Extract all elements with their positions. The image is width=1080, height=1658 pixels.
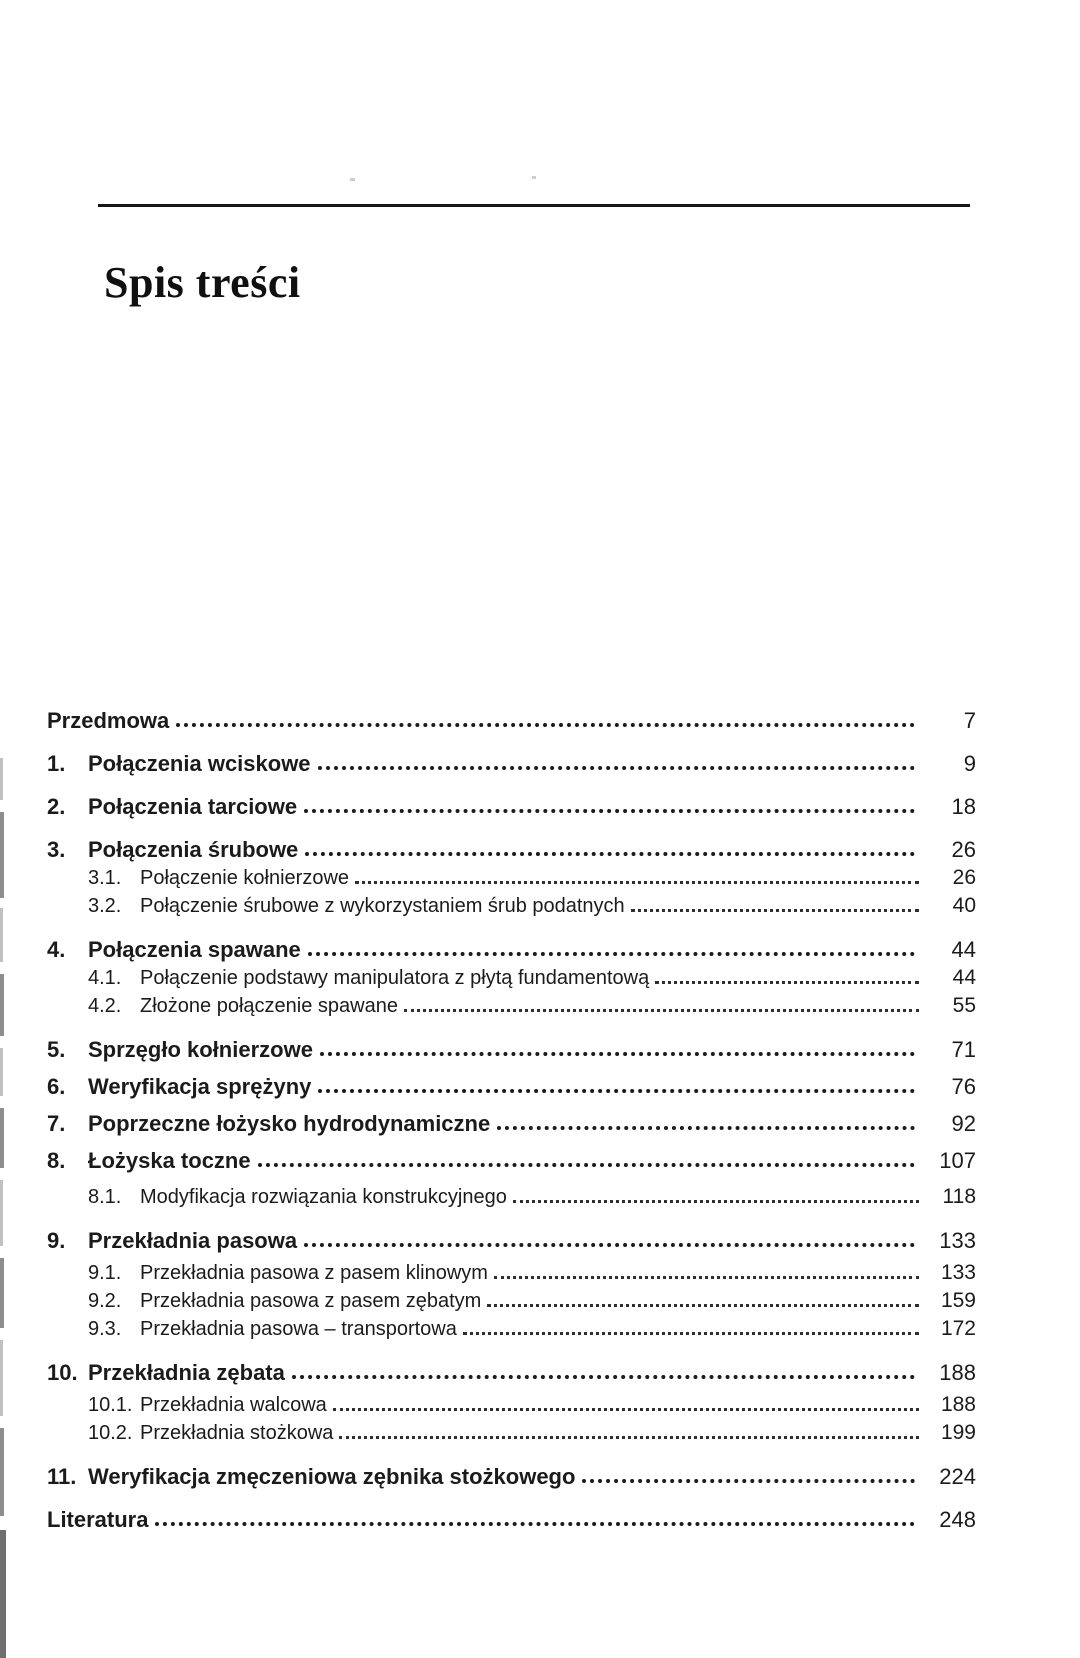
toc-entry-number: 5.	[47, 1036, 66, 1062]
toc-entry-number: 7.	[47, 1110, 66, 1136]
header-rule	[98, 204, 970, 207]
toc-entry	[47, 1225, 976, 1252]
toc-entry-page: 107	[939, 1147, 976, 1173]
toc-entry-label: Literatura	[47, 1506, 149, 1532]
toc-entry-page: 248	[939, 1506, 976, 1532]
scan-artifact	[0, 1048, 3, 1096]
toc-entry-number: 11.	[47, 1463, 77, 1489]
toc-entry-page: 71	[951, 1036, 976, 1062]
scan-artifact	[0, 1180, 3, 1246]
toc-entry-number: 8.1.	[88, 1186, 122, 1208]
toc-entry-label: Połączenie śrubowe z wykorzystaniem śrub podatnych	[140, 895, 625, 917]
toc-entry-number: 1.	[47, 750, 66, 776]
toc-entry-number: 9.	[47, 1227, 66, 1253]
toc-entry-number: 8.	[47, 1147, 66, 1173]
toc-entry	[47, 1284, 976, 1312]
toc-entry-label: Poprzeczne łożysko hydrodynamiczne	[88, 1110, 491, 1136]
toc-entry-label: Przekładnia pasowa z pasem klinowym	[140, 1262, 488, 1284]
toc-entry-page: 40	[952, 893, 976, 917]
toc-entry	[47, 861, 976, 889]
leader-dots	[497, 1126, 915, 1130]
toc-entry	[47, 1504, 976, 1531]
scan-artifact	[350, 178, 355, 181]
toc-entry-label: Weryfikacja sprężyny	[88, 1073, 312, 1099]
toc-entry-label: Przekładnia walcowa	[140, 1394, 327, 1416]
toc-entry-page: 26	[951, 836, 976, 862]
scan-artifact	[532, 176, 536, 179]
toc-entry-page: 133	[940, 1260, 976, 1284]
toc-entry-label: Połączenia spawane	[88, 936, 301, 962]
leader-dots	[339, 1436, 919, 1439]
leader-dots	[333, 1408, 919, 1411]
leader-dots	[463, 1332, 919, 1335]
leader-dots	[404, 1009, 919, 1012]
toc-entry	[47, 705, 976, 732]
table-of-contents	[47, 705, 976, 1531]
toc-entry-number: 4.2.	[88, 995, 122, 1017]
toc-entry	[47, 1071, 976, 1098]
toc-entry-label: Połączenia wciskowe	[88, 750, 311, 776]
toc-entry-page: 224	[939, 1463, 976, 1489]
toc-entry-page: 118	[942, 1184, 976, 1208]
toc-entry	[47, 1108, 976, 1135]
toc-entry-page: 26	[952, 865, 976, 889]
page-title: Spis treści	[104, 258, 301, 308]
leader-dots	[308, 952, 915, 956]
toc-entry-label: Połączenie kołnierzowe	[140, 867, 350, 889]
toc-entry	[47, 1180, 976, 1208]
toc-entry-page: 199	[940, 1420, 976, 1444]
toc-entry-label: Weryfikacja zmęczeniowa zębnika stożkowego	[88, 1463, 576, 1489]
scan-artifact	[0, 758, 3, 800]
toc-entry-label: Przekładnia stożkowa	[140, 1422, 334, 1444]
toc-entry-number: 6.	[47, 1073, 66, 1099]
leader-dots	[318, 1089, 915, 1093]
scan-artifact	[0, 812, 4, 898]
toc-entry	[47, 1256, 976, 1284]
toc-entry-page: 76	[951, 1073, 976, 1099]
scan-artifact	[0, 1428, 4, 1516]
toc-entry	[47, 748, 976, 775]
toc-entry-number: 3.	[47, 836, 66, 862]
toc-entry	[47, 961, 976, 989]
toc-entry-number: 10.1.	[88, 1394, 133, 1416]
scan-artifact	[0, 1258, 4, 1328]
toc-entry-page: 159	[940, 1288, 976, 1312]
toc-entry-page: 44	[951, 936, 976, 962]
leader-dots	[513, 1200, 919, 1203]
toc-entry-label: Połączenie podstawy manipulatora z płytą fundamentową	[140, 967, 650, 989]
toc-entry-number: 3.2.	[88, 895, 122, 917]
leader-dots	[292, 1375, 915, 1379]
toc-entry-label: Łożyska toczne	[88, 1147, 251, 1173]
toc-entry	[47, 1416, 976, 1444]
toc-entry-label: Przekładnia pasowa – transportowa	[140, 1318, 457, 1340]
toc-entry	[47, 989, 976, 1017]
toc-entry-number: 4.1.	[88, 967, 122, 989]
leader-dots	[320, 1052, 915, 1056]
toc-entry-page: 188	[940, 1392, 976, 1416]
leader-dots	[155, 1522, 915, 1526]
toc-entry-page: 92	[951, 1110, 976, 1136]
scan-artifact	[0, 1340, 3, 1416]
toc-entry-label: Sprzęgło kołnierzowe	[88, 1036, 313, 1062]
toc-entry	[47, 791, 976, 818]
leader-dots	[176, 723, 915, 727]
toc-entry-number: 10.	[47, 1359, 78, 1385]
scan-artifact	[0, 1530, 6, 1658]
leader-dots	[655, 981, 919, 984]
toc-entry-label: Połączenia tarciowe	[88, 793, 298, 819]
toc-entry	[47, 1312, 976, 1340]
toc-entry-label: Modyfikacja rozwiązania konstrukcyjnego	[140, 1186, 507, 1208]
toc-entry-number: 9.1.	[88, 1262, 122, 1284]
toc-entry-label: Złożone połączenie spawane	[140, 995, 398, 1017]
toc-entry-page: 172	[940, 1316, 976, 1340]
toc-entry-label: Przekładnia pasowa z pasem zębatym	[140, 1290, 482, 1312]
toc-entry	[47, 1388, 976, 1416]
toc-entry	[47, 889, 976, 917]
leader-dots	[258, 1163, 915, 1167]
toc-entry-number: 9.3.	[88, 1318, 122, 1340]
toc-entry-page: 7	[963, 707, 976, 733]
leader-dots	[355, 881, 919, 884]
leader-dots	[487, 1304, 919, 1307]
toc-entry-label: Połączenia śrubowe	[88, 836, 299, 862]
toc-entry-number: 10.2.	[88, 1422, 133, 1444]
toc-entry-label: Przekładnia zębata	[88, 1359, 285, 1385]
toc-entry-page: 9	[963, 750, 976, 776]
toc-entry-number: 2.	[47, 793, 66, 819]
toc-entry-number: 3.1.	[88, 867, 122, 889]
leader-dots	[304, 809, 915, 813]
leader-dots	[631, 909, 919, 912]
toc-entry	[47, 1145, 976, 1172]
toc-entry	[47, 1357, 976, 1384]
toc-entry-page: 188	[939, 1359, 976, 1385]
toc-entry	[47, 834, 976, 861]
toc-entry	[47, 1034, 976, 1061]
scan-artifact	[0, 974, 4, 1036]
scan-artifact	[0, 908, 3, 962]
toc-entry-page: 18	[951, 793, 976, 819]
toc-entry-label: Przedmowa	[47, 707, 170, 733]
toc-entry-page: 55	[952, 993, 976, 1017]
toc-entry-page: 133	[939, 1227, 976, 1253]
leader-dots	[304, 1243, 915, 1247]
leader-dots	[494, 1276, 919, 1279]
scan-artifact	[0, 1108, 4, 1168]
toc-entry-number: 9.2.	[88, 1290, 122, 1312]
leader-dots	[582, 1479, 915, 1483]
toc-entry	[47, 1461, 976, 1488]
toc-entry-page: 44	[952, 965, 976, 989]
toc-entry-number: 4.	[47, 936, 66, 962]
toc-entry-label: Przekładnia pasowa	[88, 1227, 298, 1253]
leader-dots	[318, 766, 915, 770]
leader-dots	[305, 852, 915, 856]
toc-entry	[47, 934, 976, 961]
